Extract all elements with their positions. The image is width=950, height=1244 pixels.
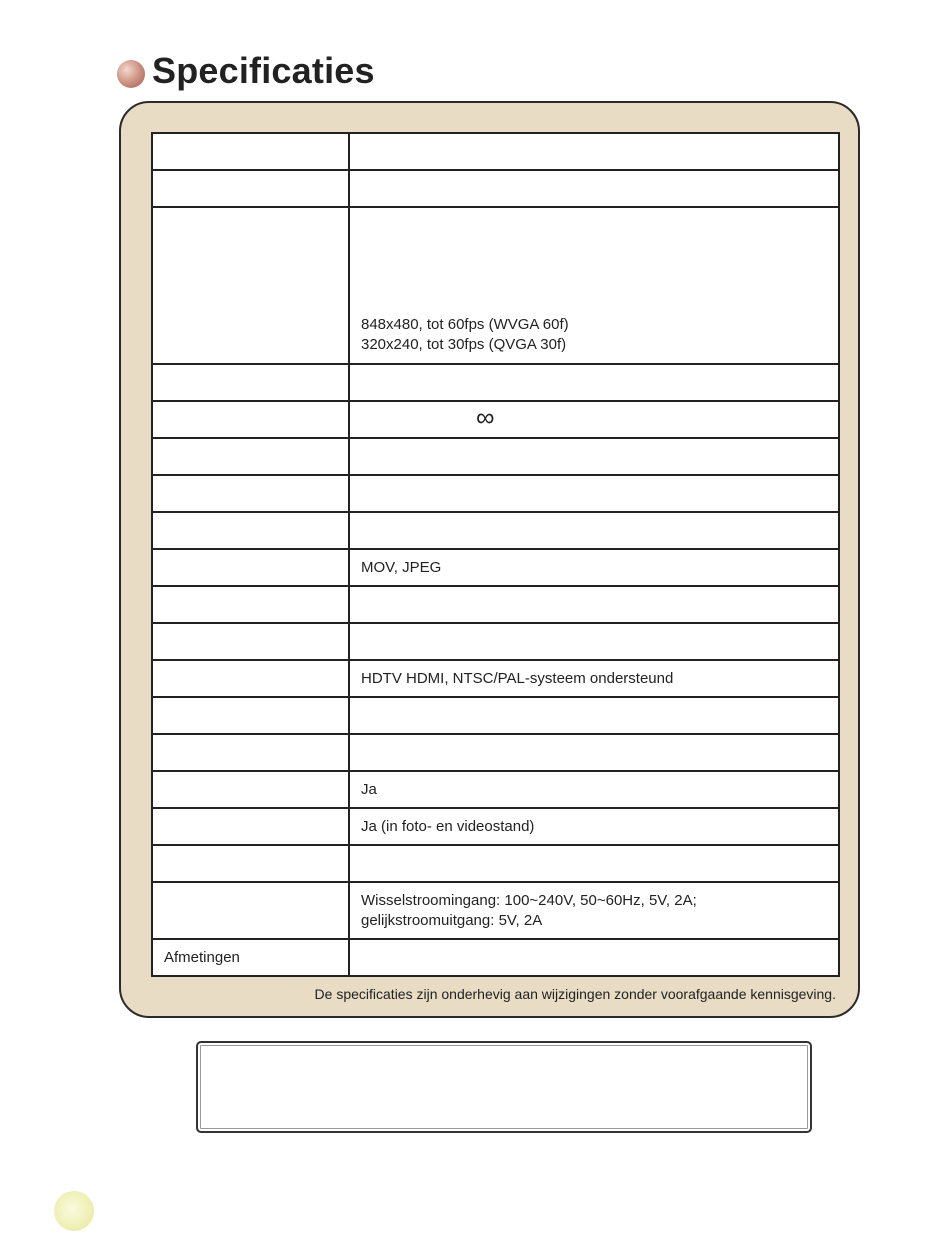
- table-row: [152, 207, 839, 364]
- spec-value: [349, 512, 839, 549]
- spec-value-line: gelijkstroomuitgang: 5V, 2A: [361, 911, 543, 929]
- infinity-symbol: ∞: [476, 402, 495, 432]
- spec-value: [349, 364, 839, 401]
- spec-value: [349, 475, 839, 512]
- spec-value: [349, 697, 839, 734]
- spec-label: [152, 207, 349, 364]
- spec-label: Afmetingen: [152, 939, 349, 976]
- title-bullet-icon: [117, 60, 145, 88]
- table-row: [152, 364, 839, 401]
- table-row: [152, 401, 839, 438]
- table-row: [152, 845, 839, 882]
- spec-label: [152, 734, 349, 771]
- spec-value: [349, 586, 839, 623]
- spec-value: [349, 845, 839, 882]
- spec-value: MOV, JPEG: [349, 549, 839, 586]
- spec-table: [151, 132, 840, 977]
- spec-value: [349, 170, 839, 207]
- spec-value-multiline: [349, 882, 839, 939]
- spec-value-line: 320x240, tot 30fps (QVGA 30f): [361, 336, 567, 353]
- spec-label: [152, 170, 349, 207]
- spec-label: [152, 401, 349, 438]
- spec-value-multiline: [349, 207, 839, 364]
- spec-label: [152, 512, 349, 549]
- note-box: [196, 1041, 812, 1133]
- spec-label: [152, 475, 349, 512]
- spec-label: [152, 660, 349, 697]
- spec-value: Ja (in foto- en videostand): [349, 808, 839, 845]
- spec-value: [349, 401, 839, 438]
- spec-label: [152, 808, 349, 845]
- spec-label: [152, 549, 349, 586]
- table-row: [152, 475, 839, 512]
- spec-value: [349, 438, 839, 475]
- spec-label: [152, 623, 349, 660]
- spec-label: [152, 364, 349, 401]
- spec-value: [349, 133, 839, 170]
- page-title: Specificaties: [152, 50, 375, 91]
- table-row: [152, 771, 839, 808]
- spec-value: HDTV HDMI, NTSC/PAL-systeem ondersteund: [349, 660, 839, 697]
- table-row: [152, 939, 839, 976]
- table-row: [152, 586, 839, 623]
- spec-footnote: De specificaties zijn onderhevig aan wijzigingen zonder voorafgaande kennisgeving.: [314, 986, 836, 1002]
- spec-label: [152, 697, 349, 734]
- spec-value-line: Wisselstroomingang: 100~240V, 50~60Hz, 5V, 2A;: [361, 891, 697, 909]
- table-row: [152, 734, 839, 771]
- table-row: [152, 133, 839, 170]
- spec-value: Ja: [349, 771, 839, 808]
- table-row: [152, 170, 839, 207]
- spec-label: [152, 586, 349, 623]
- spec-label: [152, 438, 349, 475]
- table-row: [152, 697, 839, 734]
- spec-label: [152, 845, 349, 882]
- table-row: [152, 808, 839, 845]
- table-row: [152, 660, 839, 697]
- table-row: [152, 549, 839, 586]
- spec-label: [152, 133, 349, 170]
- spec-value-line: 848x480, tot 60fps (WVGA 60f): [361, 316, 569, 333]
- spec-value: [349, 734, 839, 771]
- spec-label: [152, 771, 349, 808]
- table-row: [152, 512, 839, 549]
- table-row: [152, 438, 839, 475]
- spec-value: [349, 623, 839, 660]
- table-row: [152, 882, 839, 939]
- table-row: [152, 623, 839, 660]
- spec-label: [152, 882, 349, 939]
- page-number-circle: [54, 1191, 94, 1231]
- spec-value: [349, 939, 839, 976]
